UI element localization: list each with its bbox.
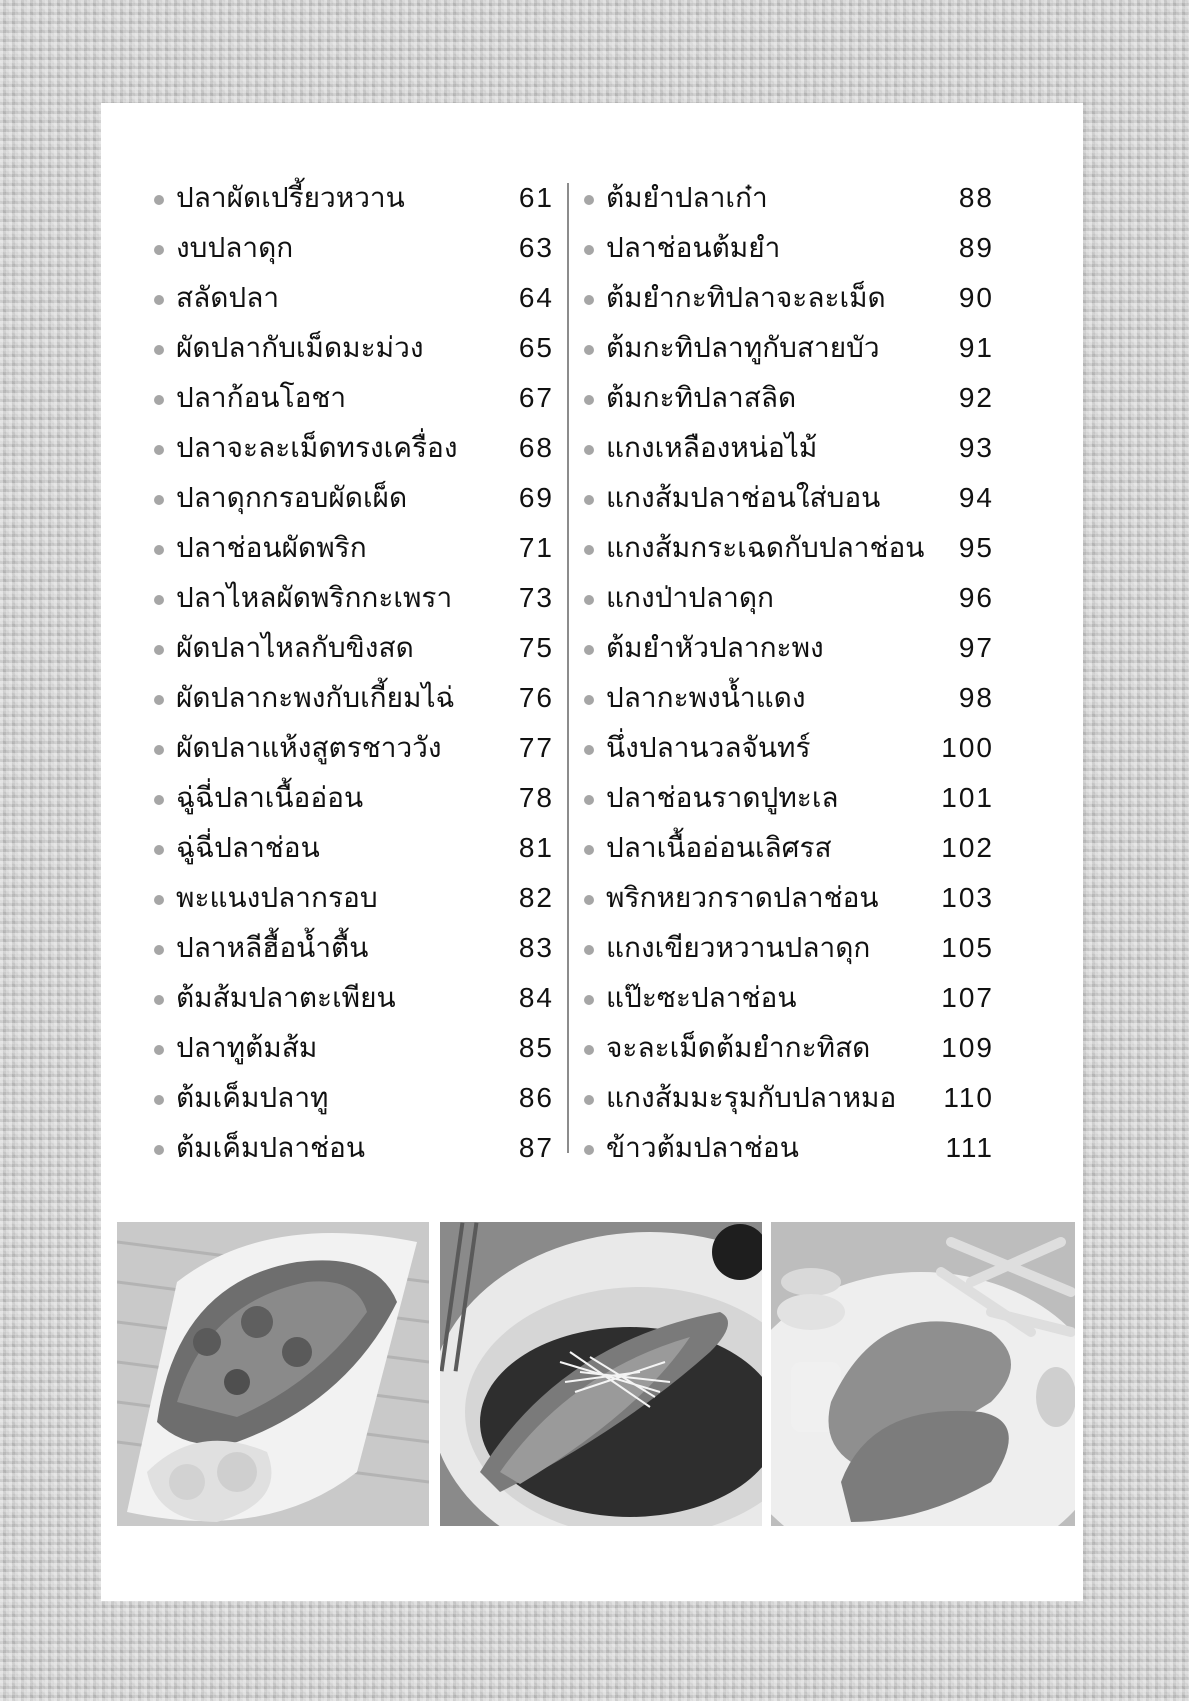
toc-entry xyxy=(154,273,554,323)
bullet-icon xyxy=(154,1145,164,1155)
bullet-icon xyxy=(584,1095,594,1105)
toc-entry xyxy=(584,173,994,223)
toc-entry-title: แกงส้มกระเฉดกับปลาช่อน xyxy=(606,531,925,564)
toc-entry-title: ผัดปลาแห้งสูตรชาววัง xyxy=(176,731,442,764)
toc-entry xyxy=(154,673,554,723)
bullet-icon xyxy=(154,395,164,405)
bullet-icon xyxy=(584,845,594,855)
toc-entry-page-number: 107 xyxy=(941,982,994,1013)
toc-entry-page-number: 77 xyxy=(518,732,554,763)
bullet-icon xyxy=(584,795,594,805)
bullet-icon xyxy=(154,1045,164,1055)
toc-entry xyxy=(584,823,994,873)
toc-entry xyxy=(584,573,994,623)
toc-entry xyxy=(154,773,554,823)
bullet-icon xyxy=(584,1145,594,1155)
toc-entry-page-number: 91 xyxy=(958,332,994,363)
toc-entry-title: ข้าวต้มปลาช่อน xyxy=(606,1131,799,1164)
toc-entry-page-number: 109 xyxy=(941,1032,994,1063)
toc-entry-page-number: 75 xyxy=(518,632,554,663)
toc-entry xyxy=(154,1123,554,1173)
toc-entry-title: ปลาช่อนราดปูทะเล xyxy=(606,781,839,814)
toc-entry-title: ปลาไหลผัดพริกกะเพรา xyxy=(176,581,453,614)
toc-entry-page-number: 64 xyxy=(518,282,554,313)
toc-entry-title: ปลาจะละเม็ดทรงเครื่อง xyxy=(176,431,458,464)
toc-entry xyxy=(154,1023,554,1073)
toc-column-left xyxy=(154,173,554,1173)
toc-entry-title: ผัดปลาไหลกับขิงสด xyxy=(176,631,414,664)
toc-entry-title: ต้มกะทิปลาทูกับสายบัว xyxy=(606,331,880,364)
bullet-icon xyxy=(154,845,164,855)
food-photo-breaded-fish xyxy=(771,1222,1075,1526)
bullet-icon xyxy=(584,895,594,905)
toc-entry-title: แกงส้มปลาช่อนใส่บอน xyxy=(606,481,881,514)
toc-entry-title: ปลาเนื้ออ่อนเลิศรส xyxy=(606,831,832,864)
bullet-icon xyxy=(584,545,594,555)
bullet-icon xyxy=(154,445,164,455)
toc-entry xyxy=(154,223,554,273)
toc-entry xyxy=(584,623,994,673)
toc-entry xyxy=(154,973,554,1023)
toc-entry-title: แกงป่าปลาดุก xyxy=(606,581,774,614)
bullet-icon xyxy=(584,295,594,305)
toc-entry xyxy=(584,723,994,773)
bullet-icon xyxy=(584,495,594,505)
toc-entry xyxy=(584,973,994,1023)
bullet-icon xyxy=(154,295,164,305)
toc-entry-page-number: 96 xyxy=(958,582,994,613)
toc-entry xyxy=(154,823,554,873)
toc-entry xyxy=(154,323,554,373)
toc-entry-page-number: 110 xyxy=(943,1082,994,1113)
toc-entry-page-number: 84 xyxy=(518,982,554,1013)
toc-entry xyxy=(584,323,994,373)
bullet-icon xyxy=(154,895,164,905)
toc-entry-page-number: 78 xyxy=(518,782,554,813)
toc-entry-title: แกงเหลืองหน่อไม้ xyxy=(606,431,818,464)
toc-entry-page-number: 94 xyxy=(958,482,994,513)
toc-entry-title: งบปลาดุก xyxy=(176,231,294,264)
toc-entry-page-number: 61 xyxy=(518,182,554,213)
toc-entry-page-number: 93 xyxy=(958,432,994,463)
toc-entry xyxy=(154,1073,554,1123)
toc-entry-title: ปลาดุกกรอบผัดเผ็ด xyxy=(176,481,408,514)
bullet-icon xyxy=(584,695,594,705)
bullet-icon xyxy=(584,595,594,605)
toc-entry xyxy=(154,473,554,523)
toc-entry-title: สลัดปลา xyxy=(176,281,280,314)
toc-entry xyxy=(584,1073,994,1123)
bullet-icon xyxy=(154,645,164,655)
toc-entry-page-number: 86 xyxy=(518,1082,554,1113)
toc-entry-page-number: 73 xyxy=(518,582,554,613)
toc-entry-title: นึ่งปลานวลจันทร์ xyxy=(606,731,811,764)
toc-entry xyxy=(584,223,994,273)
toc-entry-title: ต้มส้มปลาตะเพียน xyxy=(176,981,396,1014)
toc-entry xyxy=(154,573,554,623)
toc-entry-page-number: 89 xyxy=(958,232,994,263)
toc-entry-page-number: 85 xyxy=(518,1032,554,1063)
bullet-icon xyxy=(584,395,594,405)
bullet-icon xyxy=(154,795,164,805)
toc-entry-page-number: 92 xyxy=(958,382,994,413)
toc-entry-page-number: 103 xyxy=(941,882,994,913)
bullet-icon xyxy=(154,695,164,705)
toc-entry-title: ปลาก้อนโอชา xyxy=(176,381,347,414)
toc-entry xyxy=(154,923,554,973)
toc-entry-page-number: 69 xyxy=(518,482,554,513)
toc-entry-title: ฉู่ฉี่ปลาเนื้ออ่อน xyxy=(176,781,364,814)
toc-entry xyxy=(584,923,994,973)
bullet-icon xyxy=(584,195,594,205)
toc-entry-title: ปลาช่อนผัดพริก xyxy=(176,531,367,564)
toc-entry-page-number: 71 xyxy=(518,532,554,563)
toc-entry-title: ต้มเค็มปลาทู xyxy=(176,1081,329,1114)
toc-entry xyxy=(154,623,554,673)
food-photo-fried-fish xyxy=(117,1222,429,1526)
toc-entry xyxy=(584,373,994,423)
toc-entry-title: ต้มเค็มปลาช่อน xyxy=(176,1131,366,1164)
toc-entry xyxy=(584,673,994,723)
toc-entry-title: ปลากะพงน้ำแดง xyxy=(606,681,806,714)
toc-entry-title: แป๊ะซะปลาช่อน xyxy=(606,981,797,1014)
toc-entry-page-number: 88 xyxy=(958,182,994,213)
toc-entry-title: ปลาผัดเปรี้ยวหวาน xyxy=(176,181,405,214)
toc-entry xyxy=(154,173,554,223)
bullet-icon xyxy=(154,745,164,755)
toc-entry xyxy=(584,273,994,323)
bullet-icon xyxy=(154,345,164,355)
toc-entry-title: ปลาทูต้มส้ม xyxy=(176,1031,318,1064)
bullet-icon xyxy=(584,645,594,655)
bullet-icon xyxy=(154,245,164,255)
toc-entry-title: ต้มยำกะทิปลาจะละเม็ด xyxy=(606,281,886,314)
bullet-icon xyxy=(154,1095,164,1105)
toc-entry-page-number: 97 xyxy=(958,632,994,663)
toc-entry xyxy=(584,773,994,823)
content-page xyxy=(101,103,1083,1601)
bullet-icon xyxy=(584,245,594,255)
toc-entry xyxy=(584,523,994,573)
toc-entry-title: ปลาหลีฮื้อน้ำตื้น xyxy=(176,931,369,964)
bullet-icon xyxy=(154,195,164,205)
toc-entry-page-number: 111 xyxy=(945,1132,994,1163)
bullet-icon xyxy=(584,745,594,755)
bullet-icon xyxy=(584,995,594,1005)
toc-entry xyxy=(154,373,554,423)
toc-entry xyxy=(584,873,994,923)
toc-entry-page-number: 90 xyxy=(958,282,994,313)
toc-entry-page-number: 65 xyxy=(518,332,554,363)
toc-column-right xyxy=(584,173,994,1173)
toc-entry-page-number: 105 xyxy=(941,932,994,963)
toc-entry-title: จะละเม็ดต้มยำกะทิสด xyxy=(606,1031,871,1064)
bullet-icon xyxy=(154,945,164,955)
toc-entry-page-number: 95 xyxy=(958,532,994,563)
toc-entry-page-number: 76 xyxy=(518,682,554,713)
toc-entry-title: ปลาช่อนต้มยำ xyxy=(606,231,781,264)
toc-entry-title: ต้มยำปลาเก๋า xyxy=(606,181,768,214)
toc-entry xyxy=(154,523,554,573)
toc-entry-title: พริกหยวกราดปลาช่อน xyxy=(606,881,879,914)
toc-entry xyxy=(584,423,994,473)
toc-entry-page-number: 67 xyxy=(518,382,554,413)
food-photo-steamed-fish xyxy=(440,1222,762,1526)
toc-entry-page-number: 82 xyxy=(518,882,554,913)
toc-entry xyxy=(584,1123,994,1173)
toc-entry-title: ต้มยำหัวปลากะพง xyxy=(606,631,824,664)
toc-entry xyxy=(584,473,994,523)
toc-entry-title: ฉู่ฉี่ปลาช่อน xyxy=(176,831,320,864)
toc-entry xyxy=(154,723,554,773)
toc-entry-title: ผัดปลากับเม็ดมะม่วง xyxy=(176,331,424,364)
toc-entry xyxy=(584,1023,994,1073)
toc-entry-title: ต้มกะทิปลาสลิด xyxy=(606,381,797,414)
toc-entry xyxy=(154,873,554,923)
toc-entry-title: แกงเขียวหวานปลาดุก xyxy=(606,931,871,964)
toc-entry-page-number: 87 xyxy=(518,1132,554,1163)
toc-entry-title: ผัดปลากะพงกับเกี้ยมไฉ่ xyxy=(176,681,455,714)
toc-entry-page-number: 100 xyxy=(941,732,994,763)
bullet-icon xyxy=(584,345,594,355)
toc-entry-page-number: 98 xyxy=(958,682,994,713)
bullet-icon xyxy=(584,1045,594,1055)
toc-entry-page-number: 102 xyxy=(941,832,994,863)
bullet-icon xyxy=(154,495,164,505)
toc-entry-title: แกงส้มมะรุมกับปลาหมอ xyxy=(606,1081,897,1114)
toc-entry-page-number: 63 xyxy=(518,232,554,263)
bullet-icon xyxy=(584,945,594,955)
toc-entry-page-number: 101 xyxy=(941,782,994,813)
toc-entry-page-number: 68 xyxy=(518,432,554,463)
toc-entry-page-number: 81 xyxy=(518,832,554,863)
bullet-icon xyxy=(154,995,164,1005)
toc-entry xyxy=(154,423,554,473)
toc-entry-title: พะแนงปลากรอบ xyxy=(176,881,378,914)
column-divider xyxy=(567,183,569,1153)
bullet-icon xyxy=(154,545,164,555)
toc-entry-page-number: 83 xyxy=(518,932,554,963)
bullet-icon xyxy=(584,445,594,455)
bullet-icon xyxy=(154,595,164,605)
